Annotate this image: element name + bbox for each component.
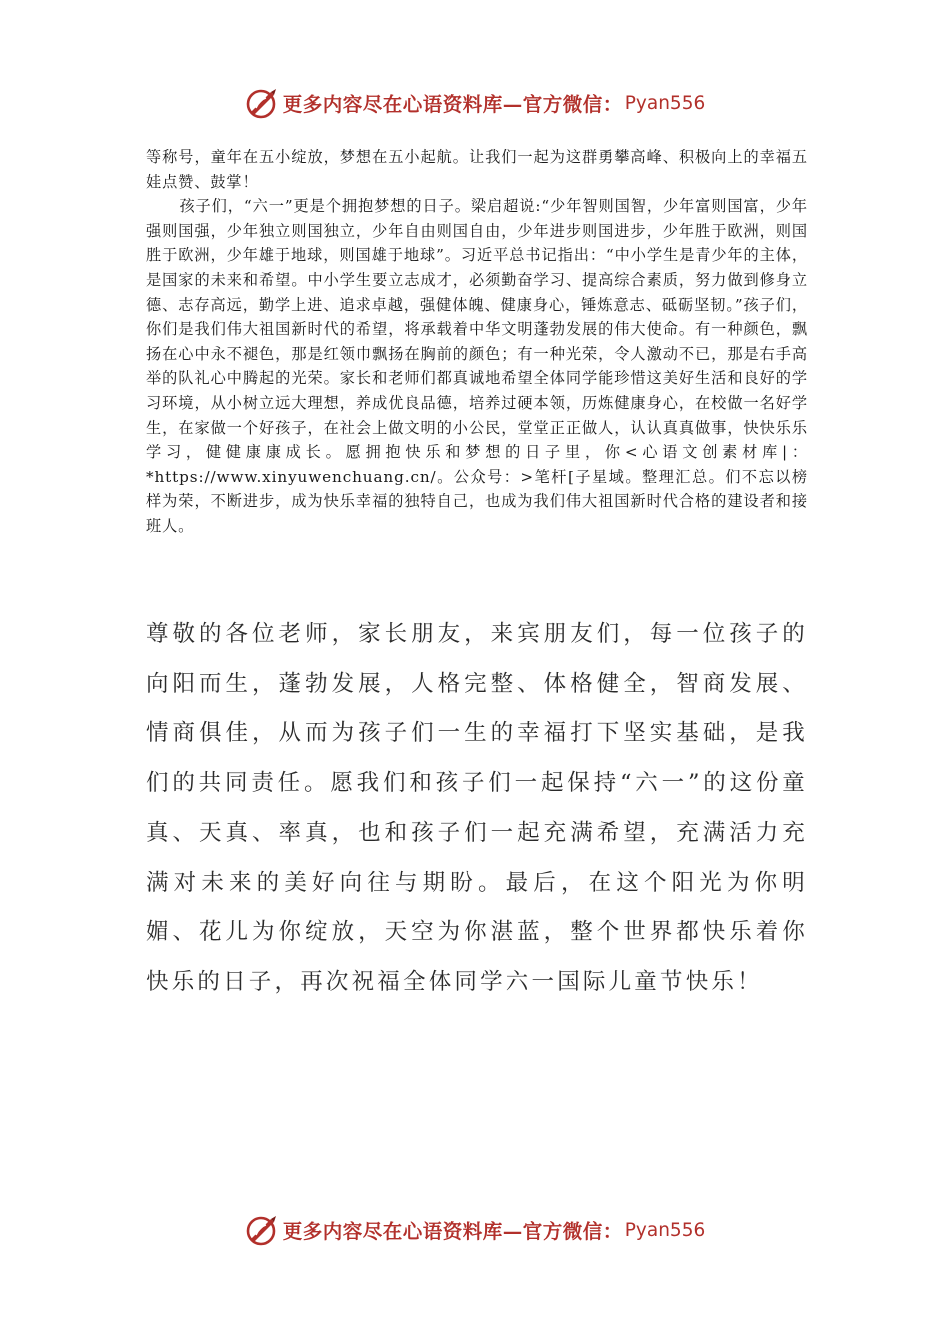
pen-logo-icon [245, 1213, 279, 1247]
paragraph-2: 孩子们，“六一”更是个拥抱梦想的日子。梁启超说:“少年智则国智，少年富则国富，少年强则国强，少年独立则国独立，少年自由则国自由，少年进步则国进步，少年胜于欧洲，则国胜于欧洲，少年雄于地球，则国雄于地球”。习近平总书记指出：“中小学生是青少年的主体，是国家的未来和希望。中小学生要立志成才，必须勤奋学习、提高综合素质，努力做到修身立德、志存高远，勤学上进、追求卓越，强健体魄、健康身心，锤炼意志、砥砺坚韧。”孩子们，你们是我们伟大祖国新时代的希望，将承载着中华文明蓬勃发展的伟大使命。有一种颜色，飘扬在心中永不褪色，那是红领巾飘扬在胸前的颜色；有一种光荣，令人激动不已，那是右手高举的队礼心中腾起的光荣。家长和老师们都真诚地希望全体同学能珍惜这美好生活和良好的学习环境，从小树立远大理想，养成优良品德，培养过硬本领，历炼健康身心，在校做一名好学生，在家做一个好孩子，在社会上做文明的小公民，堂堂正正做人，认认真真做事，快快乐乐学习，健健康康成长。愿拥抱快乐和梦想的日子里，你<心语文创素材库|：*https://www.xinyuwenchuang.cn/。公众号：>笔杆[子星域。整理汇总。们不忘以榜样为荣，不断进步，成为快乐幸福的独特自己，也成为我们伟大祖国新时代合格的建设者和接班人。 [146, 197, 808, 535]
footer-banner-text: 更多内容尽在心语资料库—官方微信： [282, 1220, 623, 1243]
paragraph-1: 等称号，童年在五小绽放，梦想在五小起航。让我们一起为这群勇攀高峰、积极向上的幸福五娃点赞、鼓掌！ [146, 148, 808, 191]
header-wechat-id: Pyan556 [624, 92, 706, 114]
pen-logo-icon [245, 86, 279, 120]
body-large-text [146, 610, 808, 1008]
header-banner-text: 更多内容尽在心语资料库—官方微信： [282, 93, 623, 116]
paragraph-3: 尊敬的各位老师，家长朋友，来宾朋友们，每一位孩子的向阳而生，蓬勃发展，人格完整、体格健全，智商发展、情商俱佳，从而为孩子们一生的幸福打下坚实基础，是我们的共同责任。愿我们和孩子们一起保持“六一”的这份童真、天真、率真，也和孩子们一起充满希望，充满活力充满对未来的美好向往与期盼。最后，在这个阳光为你明媚、花儿为你绽放，天空为你湛蓝，整个世界都快乐着你快乐的日子，再次祝福全体同学六一国际儿童节快乐！ [146, 621, 808, 995]
body-small-text [146, 145, 808, 539]
footer-wechat-id: Pyan556 [624, 1219, 706, 1241]
header-banner [0, 83, 950, 123]
footer-banner [0, 1210, 950, 1250]
